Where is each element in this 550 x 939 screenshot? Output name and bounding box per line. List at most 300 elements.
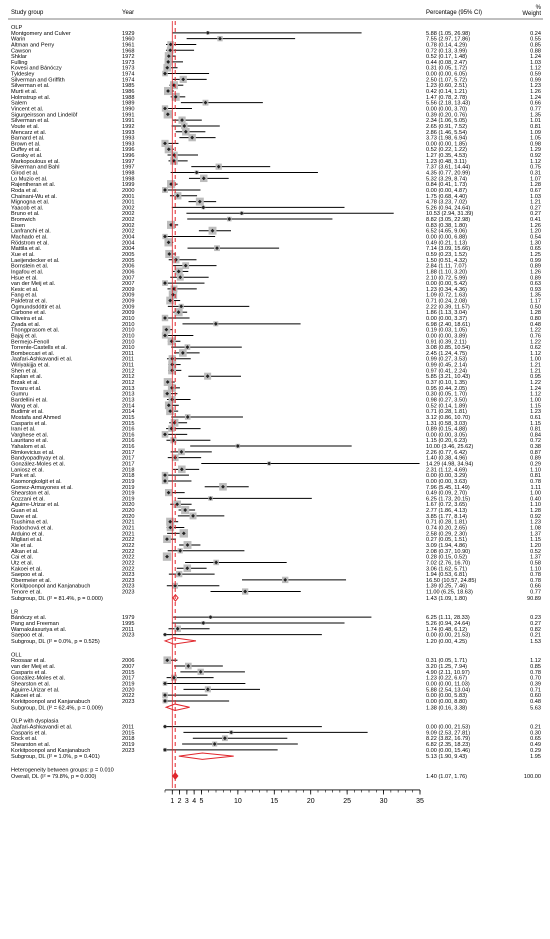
study-year: 2019 xyxy=(122,742,135,749)
study-weight: 1.22 xyxy=(530,380,541,387)
study-name: Salem xyxy=(11,100,27,107)
study-year: 2021 xyxy=(122,525,135,532)
study-name: Lanfranchi et al. xyxy=(11,228,51,235)
study-name: Silverman and Bahl xyxy=(11,164,60,171)
study-year: 2007 xyxy=(122,281,135,288)
study-name: Bajaj et al. xyxy=(11,333,38,340)
study-year: 2007 xyxy=(122,275,135,282)
study-name: Varghese et al. xyxy=(11,432,49,439)
study-year: 2015 xyxy=(122,730,135,737)
study-year: 1998 xyxy=(122,170,135,177)
study-year: 2010 xyxy=(122,339,135,346)
study-weight: 0.27 xyxy=(530,211,541,218)
study-year: 2018 xyxy=(122,473,135,480)
study-year: 2001 xyxy=(122,193,135,200)
study-estimate: 4.78 (3.23, 7.02) xyxy=(426,199,468,206)
study-weight: 0.78 xyxy=(530,669,541,676)
study-estimate: 1.86 (1.13, 3.04) xyxy=(426,310,468,317)
study-year: 2022 xyxy=(122,560,135,567)
study-estimate: 0.52 (0.22, 1.22) xyxy=(426,147,468,154)
study-estimate: 0.71 (0.24, 2.08) xyxy=(426,298,468,305)
study-name: Kaplan et al. xyxy=(11,374,43,381)
study-year: 2019 xyxy=(122,490,135,497)
study-weight: 0.21 xyxy=(530,724,541,731)
study-weight: 0.29 xyxy=(530,461,541,468)
study-weight: 0.30 xyxy=(530,730,541,737)
study-year: 2022 xyxy=(122,693,135,700)
study-year: 2009 xyxy=(122,304,135,311)
study-weight: 1.24 xyxy=(530,94,541,101)
study-weight: 1.21 xyxy=(530,368,541,375)
study-year: 2019 xyxy=(122,681,135,688)
study-year: 2020 xyxy=(122,687,135,694)
study-estimate: 1.50 (0.51, 4.32) xyxy=(426,257,468,264)
study-year: 2018 xyxy=(122,467,135,474)
study-weight: 0.98 xyxy=(530,141,541,148)
study-name: Bruno et al. xyxy=(11,211,40,218)
study-weight: 0.72 xyxy=(530,438,541,445)
heterogeneity-text: Heterogeneity between groups: p = 0.010 xyxy=(11,767,114,774)
study-year: 1993 xyxy=(122,135,135,142)
study-estimate: 9.09 (2.53, 27.81) xyxy=(426,730,471,737)
study-weight: 1.10 xyxy=(530,502,541,509)
study-year: 2023 xyxy=(122,589,135,596)
study-weight: 0.61 xyxy=(530,414,541,421)
study-estimate: 0.31 (0.05, 1.72) xyxy=(426,65,468,72)
study-weight: 0.87 xyxy=(530,449,541,456)
x-axis-tick-label: 4 xyxy=(192,797,197,805)
study-estimate: 5.56 (2.18, 13.43) xyxy=(426,100,471,107)
study-weight: 0.89 xyxy=(530,275,541,282)
study-estimate: 0.99 (0.45, 2.14) xyxy=(426,362,468,369)
study-name: Kovesi and Bánóczy xyxy=(11,65,62,72)
study-estimate: 2.22 (0.39, 11.57) xyxy=(426,304,470,311)
study-year: 1995 xyxy=(122,620,135,627)
study-name: Pakfetrat et al. xyxy=(11,298,48,305)
study-year: 2012 xyxy=(122,380,135,387)
study-name: Laniosz et al. xyxy=(11,467,44,474)
study-estimate: 0.00 (0.00, 6.05) xyxy=(426,71,468,78)
study-weight: 0.49 xyxy=(530,742,541,749)
study-name: Gumru xyxy=(11,391,29,398)
study-year: 2006 xyxy=(122,658,135,665)
study-estimate: 0.42 (0.14, 1.21) xyxy=(426,89,468,96)
study-estimate: 0.49 (0.21, 1.13) xyxy=(426,240,468,247)
study-estimate: 3.08 (0.85, 10.54) xyxy=(426,345,471,352)
study-name: Carbone et al. xyxy=(11,310,47,317)
overall-weight: 100.00 xyxy=(523,773,541,780)
group-label: OLL xyxy=(11,652,22,659)
x-axis-tick-label: 1 xyxy=(170,797,175,805)
study-name: Cai et al. xyxy=(11,554,34,561)
study-name: Thongprasom et al. xyxy=(11,327,60,334)
study-weight: 0.50 xyxy=(530,304,541,311)
study-year: 2009 xyxy=(122,286,135,293)
study-estimate: 0.00 (0.00, 3.29) xyxy=(426,473,468,480)
study-year: 2001 xyxy=(122,199,135,206)
study-name: Vincent et al. xyxy=(11,106,44,113)
study-year: 2021 xyxy=(122,531,135,538)
study-estimate: 3.20 (1.25, 7.94) xyxy=(426,664,468,671)
study-year: 2022 xyxy=(122,537,135,544)
study-year: 2016 xyxy=(122,444,135,451)
study-name: Casparis et al. xyxy=(11,730,47,737)
study-weight: 0.81 xyxy=(530,123,541,130)
study-year: 2011 xyxy=(122,350,135,357)
study-name: Markopoulous et al. xyxy=(11,158,60,165)
study-name: Duffey et al. xyxy=(11,147,41,154)
study-year: 2017 xyxy=(122,449,135,456)
study-year: 1992 xyxy=(122,123,135,130)
study-weight: 0.27 xyxy=(530,205,541,212)
study-name: Jaafari-Ashkavandi et al. xyxy=(11,724,73,731)
study-weight: 1.21 xyxy=(530,362,541,369)
study-estimate: 0.37 (0.10, 1.35) xyxy=(426,380,468,387)
study-estimate: 10.53 (2.94, 31.39) xyxy=(426,211,474,218)
study-estimate: 0.00 (0.00, 1.85) xyxy=(426,141,468,148)
header-year: Year xyxy=(122,10,135,16)
study-name: Mencarz et al. xyxy=(11,129,47,136)
study-weight: 1.24 xyxy=(530,385,541,392)
study-estimate: 0.49 (0.09, 2.70) xyxy=(426,490,468,497)
study-weight: 0.89 xyxy=(530,455,541,462)
study-name: Mignogna et al. xyxy=(11,199,50,206)
study-year: 2016 xyxy=(122,432,135,439)
study-name: Lauritano et al. xyxy=(11,438,49,445)
study-weight: 0.62 xyxy=(530,345,541,352)
study-estimate: 6.82 (2.35, 18.23) xyxy=(426,742,471,749)
study-year: 1972 xyxy=(122,54,135,61)
study-estimate: 1.75 (0.68, 4.40) xyxy=(426,193,468,200)
study-weight: 1.12 xyxy=(530,350,541,357)
study-weight: 0.81 xyxy=(530,426,541,433)
study-name: Eisen xyxy=(11,222,25,229)
study-estimate: 5.26 (0.94, 24.64) xyxy=(426,620,471,627)
study-estimate: 0.00 (0.00, 4.87) xyxy=(426,187,468,194)
study-name: Ögmundsdóttir et al. xyxy=(11,304,62,311)
study-year: 1997 xyxy=(122,158,135,165)
study-weight: 1.21 xyxy=(530,199,541,206)
subgroup-estimate: 1.43 (1.09, 1.80) xyxy=(426,595,468,602)
study-name: Sigurgeirsson and Lindelöf xyxy=(11,112,78,119)
study-estimate: 1.47 (0.78, 2.78) xyxy=(426,94,468,101)
study-year: 2011 xyxy=(122,356,135,363)
study-estimate: 14.29 (4.98, 34.94) xyxy=(426,461,474,468)
study-year: 2019 xyxy=(122,478,135,485)
study-name: Korkitpoonpol and Kanjanabuch xyxy=(11,747,91,754)
study-estimate: 0.31 (0.05, 1.71) xyxy=(426,658,468,665)
study-name: Casparis et al. xyxy=(11,669,47,676)
study-estimate: 0.00 (0.00, 3.05) xyxy=(426,432,468,439)
study-estimate: 0.00 (0.00, 15.46) xyxy=(426,747,471,754)
x-axis-tick-label: 35 xyxy=(416,797,424,805)
study-estimate: 5.88 (2.54, 13.04) xyxy=(426,687,471,694)
study-weight: 1.24 xyxy=(530,54,541,61)
subgroup-diamond xyxy=(166,704,189,710)
study-estimate: 1.23 (0.34, 4.36) xyxy=(426,286,468,293)
study-year: 2002 xyxy=(122,217,135,224)
study-weight: 0.48 xyxy=(530,698,541,705)
study-weight: 0.76 xyxy=(530,333,541,340)
study-year: 1929 xyxy=(122,30,135,37)
subgroup-label: Subgroup, DL (I² = 1.0%, p = 0.401) xyxy=(11,754,100,761)
study-name: Pang and Freeman xyxy=(11,620,59,627)
study-year: 2010 xyxy=(122,321,135,328)
study-estimate: 0.72 (0.13, 3.99) xyxy=(426,48,468,55)
study-year: 2021 xyxy=(122,519,135,526)
study-weight: 1.09 xyxy=(530,129,541,136)
study-weight: 0.92 xyxy=(530,153,541,160)
study-year: 2000 xyxy=(122,187,135,194)
study-estimate: 0.83 (0.38, 1.80) xyxy=(426,222,468,229)
study-name: Zyada et al. xyxy=(11,321,41,328)
study-year: 2019 xyxy=(122,496,135,503)
study-weight: 0.77 xyxy=(530,589,541,596)
subgroup-weight: 1.53 xyxy=(530,638,541,645)
study-name: Silverman et al. xyxy=(11,118,50,125)
study-name: Jaafari-Ashkavandi et al. xyxy=(11,356,73,363)
study-estimate: 0.00 (0.00, 11.03) xyxy=(426,681,470,688)
study-estimate: 3.73 (1.98, 6.94) xyxy=(426,135,468,142)
study-name: Shearston et al. xyxy=(11,742,51,749)
study-estimate: 1.74 (0.48, 6.12) xyxy=(426,626,468,633)
study-name: Wiriyakijja et al. xyxy=(11,362,50,369)
study-name: Voute et al. xyxy=(11,123,39,130)
study-estimate: 0.27 (0.05, 1.51) xyxy=(426,537,468,544)
study-year: 1961 xyxy=(122,42,135,49)
study-weight: 1.30 xyxy=(530,240,541,247)
subgroup-diamond xyxy=(179,753,234,759)
study-estimate: 7.55 (2.97, 17.86) xyxy=(426,36,471,43)
study-year: 2017 xyxy=(122,455,135,462)
study-year: 1974 xyxy=(122,77,135,84)
study-name: Irani et al. xyxy=(11,426,36,433)
study-estimate: 0.78 (0.14, 4.29) xyxy=(426,42,468,49)
study-estimate: 1.09 (0.72, 1.63) xyxy=(426,292,468,299)
study-weight: 1.28 xyxy=(530,310,541,317)
study-estimate: 6.98 (2.40, 18.61) xyxy=(426,321,471,328)
subgroup-diamond xyxy=(165,638,196,644)
study-weight: 1.17 xyxy=(530,298,541,305)
study-estimate: 8.22 (3.82, 16.79) xyxy=(426,736,471,743)
study-weight: 0.41 xyxy=(530,217,541,224)
study-year: 1999 xyxy=(122,182,135,189)
study-year: 2004 xyxy=(122,234,135,241)
study-year: 2012 xyxy=(122,368,135,375)
study-estimate: 7.02 (2.76, 16.70) xyxy=(426,560,471,567)
study-weight: 0.65 xyxy=(530,246,541,253)
x-axis-tick-label: 15 xyxy=(270,797,279,805)
study-estimate: 2.45 (1.24, 4.75) xyxy=(426,350,468,357)
study-estimate: 0.99 (0.27, 3.53) xyxy=(426,356,468,363)
study-name: Wang et al. xyxy=(11,403,40,410)
study-estimate: 6.25 (1.11, 28.33) xyxy=(426,615,470,622)
study-weight: 1.07 xyxy=(530,176,541,183)
subgroup-estimate: 1.20 (0.00, 4.25) xyxy=(426,638,468,645)
study-weight: 0.55 xyxy=(530,36,541,43)
study-weight: 0.95 xyxy=(530,374,541,381)
study-weight: 1.28 xyxy=(530,508,541,515)
study-name: Mattila et al. xyxy=(11,246,42,253)
study-name: Guan et al. xyxy=(11,508,39,515)
study-name: Bornstein et al. xyxy=(11,263,49,270)
study-year: 1997 xyxy=(122,164,135,171)
study-weight: 1.37 xyxy=(530,554,541,561)
overall-estimate: 1.40 (1.07, 1.76) xyxy=(426,773,468,780)
study-name: Budimir et al. xyxy=(11,409,44,416)
study-weight: 0.85 xyxy=(530,664,541,671)
study-estimate: 5.32 (3.29, 8.74) xyxy=(426,176,468,183)
study-weight: 0.78 xyxy=(530,478,541,485)
study-year: 1979 xyxy=(122,615,135,622)
study-name: Warnakulasuriya et al. xyxy=(11,626,67,633)
study-year: 2023 xyxy=(122,747,135,754)
x-axis-tick-label: 2 xyxy=(177,797,182,805)
study-estimate: 2.58 (0.29, 2.30) xyxy=(426,531,468,538)
study-estimate: 7.96 (5.45, 11.49) xyxy=(426,484,470,491)
study-name: Alkan et al. xyxy=(11,548,39,555)
study-year: 1993 xyxy=(122,129,135,136)
study-name: Gorsky et al. xyxy=(11,153,43,160)
study-year: 1985 xyxy=(122,83,135,90)
study-name: Yahalom et al. xyxy=(11,444,47,451)
study-year: 2014 xyxy=(122,409,135,416)
study-year: 2005 xyxy=(122,251,135,258)
study-weight: 1.10 xyxy=(530,566,541,573)
study-name: Brown et al. xyxy=(11,141,41,148)
study-estimate: 3.09 (1.94, 4.86) xyxy=(426,542,468,549)
study-year: 2016 xyxy=(122,426,135,433)
study-year: 2023 xyxy=(122,583,135,590)
study-estimate: 0.00 (0.00, 8.80) xyxy=(426,698,468,705)
study-weight: 0.80 xyxy=(530,316,541,322)
study-estimate: 0.00 (0.00, 6.88) xyxy=(426,234,468,241)
subgroup-label: Subgroup, DL (I² = 62.4%, p = 0.009) xyxy=(11,705,103,712)
group-label: OLP with dysplasia xyxy=(11,718,59,725)
study-year: 2011 xyxy=(122,362,135,369)
study-weight: 1.35 xyxy=(530,112,541,119)
study-weight: 0.75 xyxy=(530,164,541,171)
study-year: 2023 xyxy=(122,632,135,639)
study-weight: 1.00 xyxy=(530,356,541,363)
study-name: Silverman et al. xyxy=(11,83,50,90)
subgroup-weight: 90.89 xyxy=(527,595,541,602)
study-weight: 0.66 xyxy=(530,100,541,107)
study-name: Oliveira et al. xyxy=(11,316,44,322)
study-estimate: 1.31 (0.58, 3.03) xyxy=(426,420,468,427)
study-estimate: 2.31 (1.12, 4.69) xyxy=(426,467,468,474)
study-year: 1996 xyxy=(122,147,135,154)
study-estimate: 0.52 (0.17, 1.48) xyxy=(426,54,468,61)
study-estimate: 7.37 (3.61, 14.44) xyxy=(426,164,471,171)
study-weight: 0.84 xyxy=(530,432,541,439)
study-estimate: 0.95 (0.44, 2.05) xyxy=(426,385,468,392)
study-estimate: 7.14 (3.09, 15.66) xyxy=(426,246,471,253)
study-name: Utz et al. xyxy=(11,560,34,567)
study-name: Casparis et al. xyxy=(11,420,47,427)
header-weight: Weight xyxy=(522,11,541,17)
study-estimate: 1.67 (0.72, 3.65) xyxy=(426,502,468,509)
study-estimate: 0.98 (0.27, 3.50) xyxy=(426,397,468,404)
study-name: Tsushima et al. xyxy=(11,519,49,526)
study-weight: 0.93 xyxy=(530,286,541,293)
x-axis-tick-label: 3 xyxy=(184,797,189,805)
study-estimate: 1.15 (0.20, 6.23) xyxy=(426,438,468,445)
study-weight: 1.26 xyxy=(530,269,541,276)
study-weight: 0.65 xyxy=(530,736,541,743)
study-weight: 1.11 xyxy=(530,484,541,491)
subgroup-label: Subgroup, DL (I² = 0.0%, p = 0.525) xyxy=(11,638,100,645)
study-year: 1988 xyxy=(122,94,135,101)
study-year: 1990 xyxy=(122,106,135,113)
overall-label: Overall, DL (I² = 79.8%, p = 0.000) xyxy=(11,773,97,780)
study-name: Shklar xyxy=(11,54,27,61)
study-estimate: 0.44 (0.08, 2.47) xyxy=(426,59,468,66)
study-name: Yaacob et al. xyxy=(11,205,44,212)
study-estimate: 1.27 (0.35, 4.53) xyxy=(426,153,468,160)
study-year: 2013 xyxy=(122,391,135,398)
study-year: 1996 xyxy=(122,153,135,160)
subgroup-weight: 5.63 xyxy=(530,705,541,712)
study-estimate: 11.00 (6.25, 18.63) xyxy=(426,589,473,596)
study-name: Bardellini et al. xyxy=(11,397,48,404)
study-estimate: 2.86 (1.46, 5.54) xyxy=(426,129,468,136)
study-weight: 1.25 xyxy=(530,251,541,258)
study-year: 1991 xyxy=(122,112,135,119)
study-estimate: 0.59 (0.23, 1.52) xyxy=(426,251,468,258)
study-weight: 0.52 xyxy=(530,548,541,555)
study-year: 2009 xyxy=(122,292,135,299)
study-estimate: 10.00 (3.46, 25.62) xyxy=(426,444,474,451)
study-weight: 1.00 xyxy=(530,397,541,404)
group-label: LR xyxy=(11,609,19,616)
study-estimate: 1.94 (0.53, 6.81) xyxy=(426,572,468,579)
x-axis-tick-label: 5 xyxy=(199,797,204,805)
header-study-group: Study group xyxy=(11,10,44,16)
study-weight: 1.15 xyxy=(530,403,541,410)
x-axis-tick-label: 25 xyxy=(343,797,352,805)
study-name: Torrente-Castells et al. xyxy=(11,345,67,352)
study-year: 1986 xyxy=(122,89,135,96)
study-year: 2020 xyxy=(122,508,135,515)
study-year: 2015 xyxy=(122,414,135,421)
study-year: 2011 xyxy=(122,626,135,633)
study-name: Migliari et al. xyxy=(11,537,43,544)
group-label: OLP xyxy=(11,25,23,31)
study-weight: 0.48 xyxy=(530,321,541,328)
study-name: Korkitpoonpol and Kanjanabuch xyxy=(11,583,91,590)
study-estimate: 0.89 (0.15, 4.88) xyxy=(426,426,468,433)
study-estimate: 2.50 (1.07, 5.72) xyxy=(426,77,468,84)
study-weight: 1.12 xyxy=(530,391,541,398)
study-weight: 1.12 xyxy=(530,65,541,72)
study-name: Rödstrom et al. xyxy=(11,240,49,247)
study-weight: 0.66 xyxy=(530,583,541,590)
study-estimate: 0.00 (0.00, 21.53) xyxy=(426,632,471,639)
study-year: 2017 xyxy=(122,675,135,682)
study-weight: 0.67 xyxy=(530,187,541,194)
study-name: Aguirre-Urizar et al. xyxy=(11,687,60,694)
subgroup-weight: 1.95 xyxy=(530,754,541,761)
study-estimate: 0.00 (0.00, 21.53) xyxy=(426,724,471,731)
study-name: Xue et al. xyxy=(11,251,35,258)
study-weight: 0.88 xyxy=(530,48,541,55)
study-name: Roosaar et al. xyxy=(11,658,46,665)
study-year: 2013 xyxy=(122,385,135,392)
study-weight: 0.58 xyxy=(530,560,541,567)
study-year: 1998 xyxy=(122,176,135,183)
study-weight: 1.08 xyxy=(530,525,541,532)
